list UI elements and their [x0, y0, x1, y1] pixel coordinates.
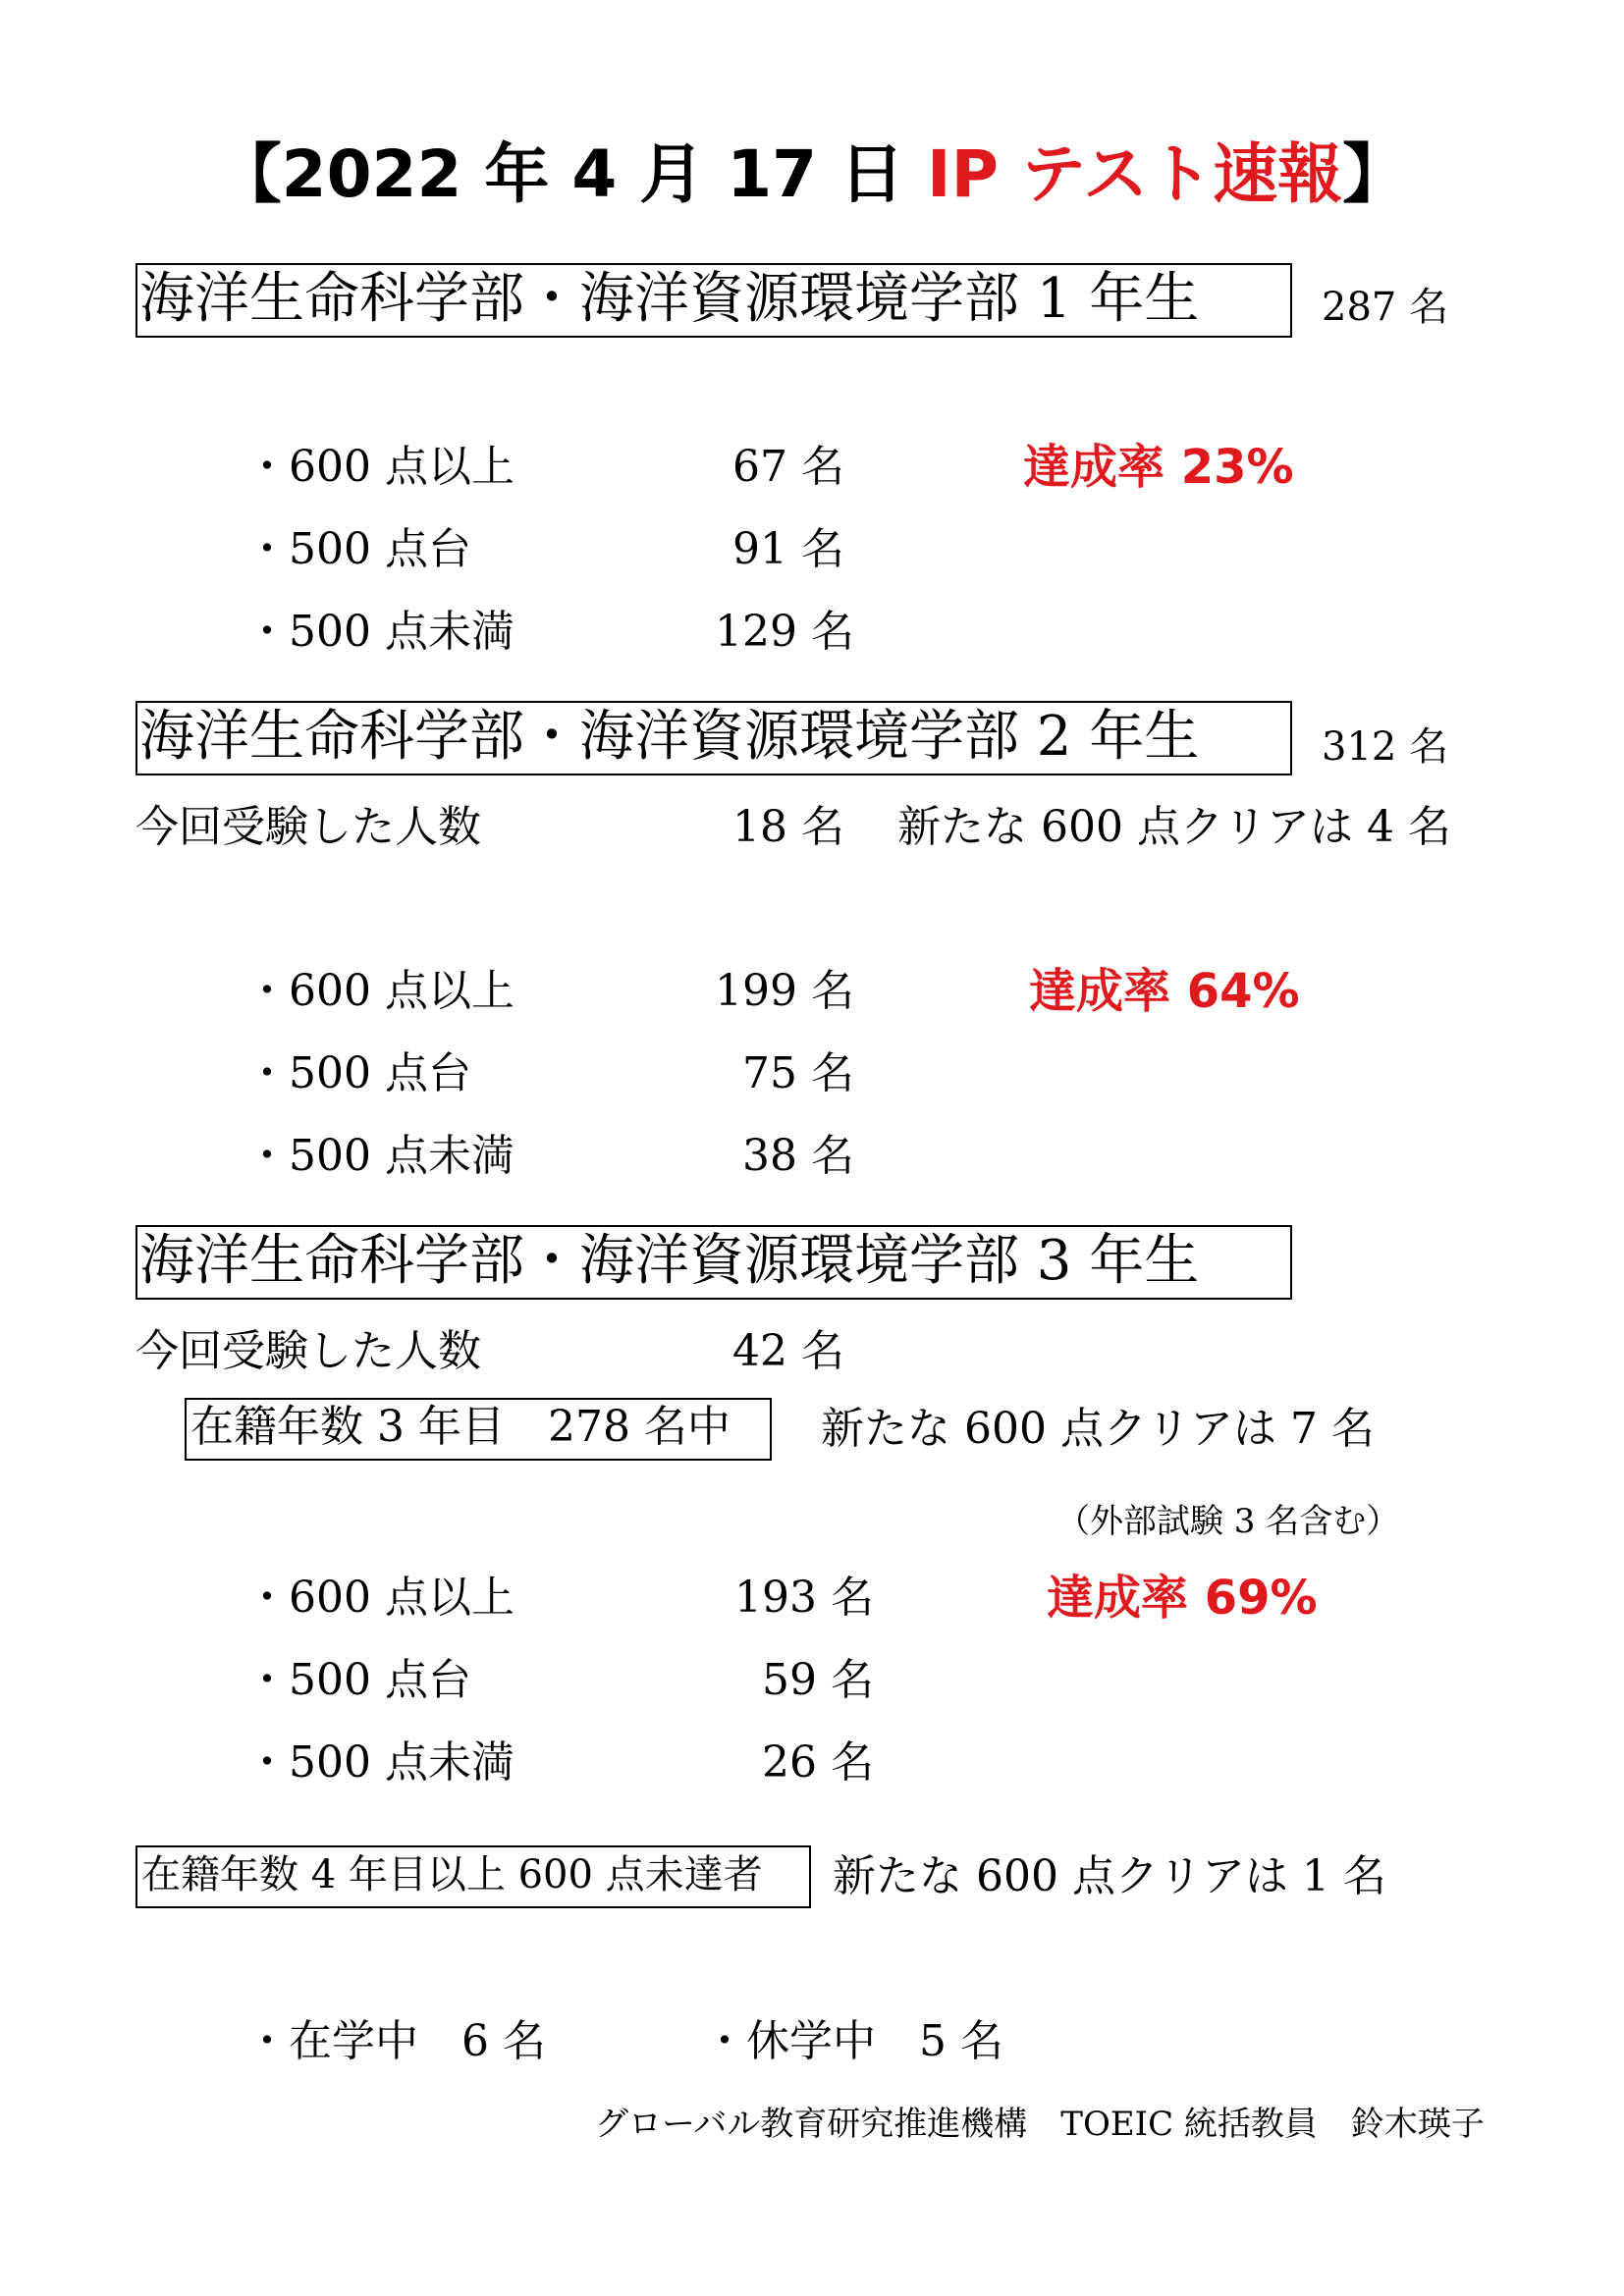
- fourth-year-leave: ・休学中 5 名: [703, 2016, 1003, 2066]
- section-1-row-count: 67 名: [732, 442, 844, 492]
- section-1-rate: 達成率 23%: [1023, 440, 1294, 495]
- page-title: [0, 135, 1624, 214]
- section-3-row-count: 26 名: [762, 1737, 874, 1788]
- section-1-row-label: ・500 点未満: [245, 607, 514, 657]
- section-1-total: 287 名: [1322, 285, 1449, 330]
- section-2-row-count: 75 名: [742, 1048, 854, 1098]
- section-3-heading: 海洋生命科学部・海洋資源環境学部 3 年生: [135, 1225, 1292, 1300]
- section-3-enrolled-box: 在籍年数 3 年目 278 名中: [185, 1398, 772, 1461]
- section-3-examinees-label: 今回受験した人数: [135, 1326, 481, 1376]
- section-1-row-count: 91 名: [732, 524, 844, 574]
- title-close: 】: [1342, 136, 1408, 212]
- fourth-year-new-clear: 新たな 600 点クリアは 1 名: [833, 1851, 1386, 1901]
- section-1-row-label: ・600 点以上: [245, 442, 514, 492]
- section-2-row-label: ・600 点以上: [245, 966, 514, 1016]
- section-3-row-count: 59 名: [762, 1655, 874, 1705]
- section-2-new-clear: 新たな 600 点クリアは 4 名: [897, 802, 1451, 852]
- section-2-row-count: 38 名: [742, 1131, 854, 1181]
- section-2-total: 312 名: [1322, 724, 1449, 770]
- section-2-examinees-count: 18 名: [732, 802, 844, 852]
- title-open: 【2022 年 4 月 17 日: [216, 136, 928, 212]
- section-2-rate: 達成率 64%: [1029, 964, 1300, 1019]
- section-2-row-count: 199 名: [715, 966, 854, 1016]
- title-red: IP テスト速報: [927, 136, 1343, 212]
- footer-author: グローバル教育研究推進機構 TOEIC 統括教員 鈴木瑛子: [595, 2105, 1485, 2144]
- section-3-note: （外部試験 3 名含む）: [1056, 1502, 1400, 1541]
- section-3-row-count: 193 名: [734, 1573, 874, 1623]
- section-3-row-label: ・600 点以上: [245, 1573, 514, 1623]
- section-1-row-count: 129 名: [715, 607, 854, 657]
- section-3-rate: 達成率 69%: [1047, 1571, 1318, 1626]
- section-1-row-label: ・500 点台: [245, 524, 471, 574]
- section-3-new-clear: 新たな 600 点クリアは 7 名: [821, 1404, 1375, 1454]
- section-3-row-label: ・500 点台: [245, 1655, 471, 1705]
- section-1-heading: 海洋生命科学部・海洋資源環境学部 1 年生: [135, 263, 1292, 338]
- fourth-year-box: 在籍年数 4 年目以上 600 点未達者: [135, 1845, 811, 1908]
- section-3-row-label: ・500 点未満: [245, 1737, 514, 1788]
- section-2-row-label: ・500 点未満: [245, 1131, 514, 1181]
- fourth-year-enrolled: ・在学中 6 名: [245, 2016, 546, 2066]
- section-3-examinees-count: 42 名: [732, 1326, 844, 1376]
- section-2-heading: 海洋生命科学部・海洋資源環境学部 2 年生: [135, 701, 1292, 775]
- section-2-examinees-label: 今回受験した人数: [135, 802, 481, 852]
- section-2-row-label: ・500 点台: [245, 1048, 471, 1098]
